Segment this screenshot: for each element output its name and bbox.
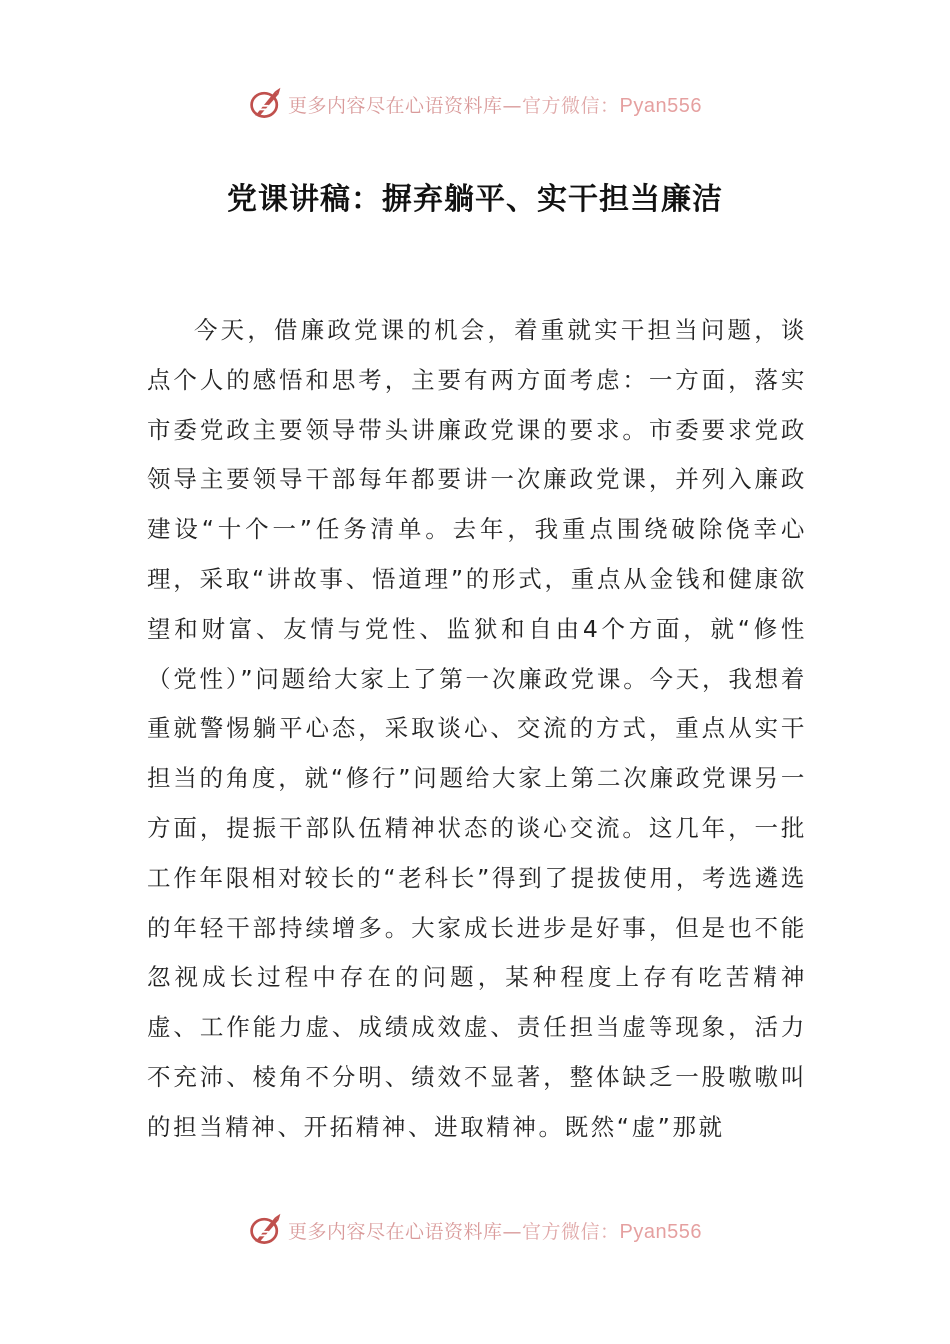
body-paragraph: 今天，借廉政党课的机会，着重就实干担当问题，谈点个人的感悟和思考，主要有两方面考虑：一方面，落实市委党政主要领导带头讲廉政党课的要求。市委要求党政领导主要领导干部每年都要讲一次廉政党课，并列入廉政建设“十个一”任务清单。去年，我重点围绕破除侥幸心理，采取“讲故事、悟道理”的形式，重点从金钱和健康欲望和财富、友情与党性、监狱和自由4个方面，就“修性（党性）”问题给大家上了第一次廉政党课。今天，我想着重就警惕躺平心态，采取谈心、交流的方式，重点从实干担当的角度，就“修行”问题给大家上第二次廉政党课另一方面，提振干部队伍精神状态的谈心交流。这几年，一批工作年限相对较长的“老科长”得到了提拔使用，考选遴选的年轻干部持续增多。大家成长进步是好事，但是也不能忽视成长过程中存在的问题，某种程度上存有吃苦精神虚、工作能力虚、成绩成效虚、责任担当虚等现象，活力不充沛、棱角不分明、绩效不显著，整体缺乏一股嗷嗷叫的担当精神、开拓精神、进取精神。既然“虚”那就 [147,316,807,1141]
footer-wechat-id: Pyan556 [619,1220,702,1243]
header-wechat-id: Pyan556 [619,94,702,117]
quill-pen-logo-icon [248,86,284,122]
page-title: 党课讲稿：摒弃躺平、实干担当廉洁 [227,182,723,217]
footer-wechat-label: 官方微信： [522,1220,620,1243]
header-banner-slogan: 更多内容尽在心语资料库— [288,94,523,117]
footer-banner-text [288,1217,702,1244]
header-banner [0,84,950,124]
footer-banner [0,1210,950,1250]
quill-pen-logo-icon [248,1212,284,1248]
header-banner-text [288,91,702,118]
header-wechat-label: 官方微信： [522,94,620,117]
footer-banner-slogan: 更多内容尽在心语资料库— [288,1220,523,1243]
